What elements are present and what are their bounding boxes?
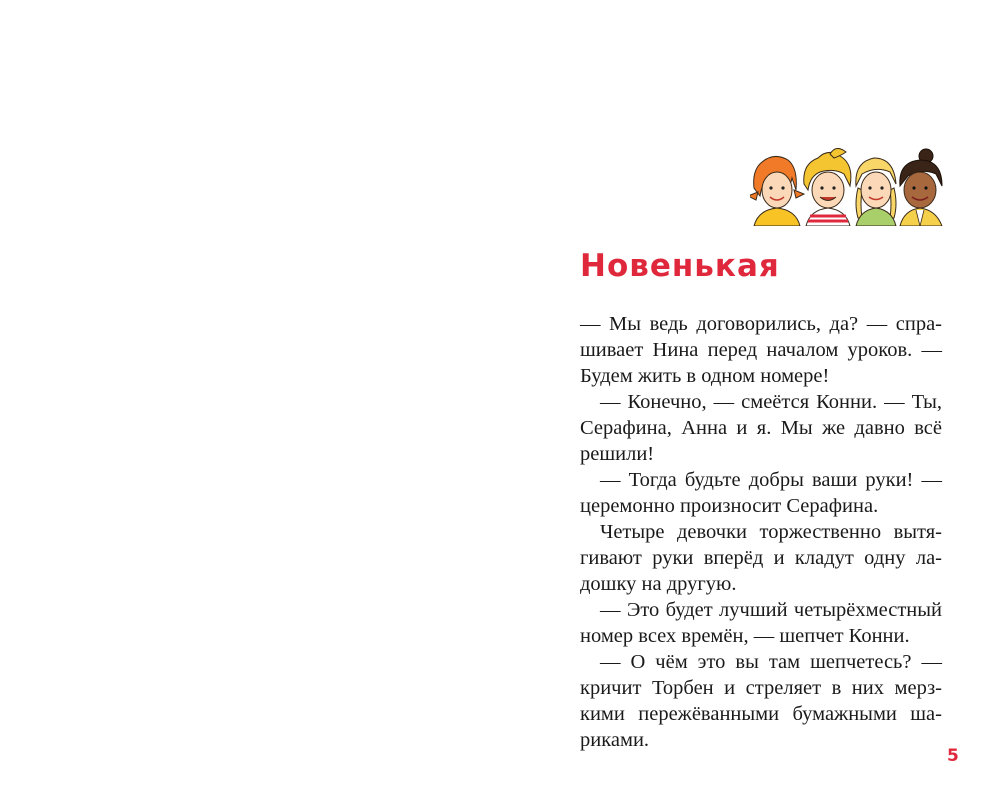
text-line: Будем жить в одном номере! bbox=[580, 365, 830, 387]
text-line: — Мы ведь договорились, да? — спра- bbox=[580, 313, 942, 335]
girl-orange-hair bbox=[750, 156, 804, 226]
text-line: Четыре девочки торжественно вытя- bbox=[600, 521, 942, 543]
text-line: номер всех времён, — шепчет Конни. bbox=[580, 625, 910, 647]
text-line: — Это будет лучший четырёхместный bbox=[600, 599, 942, 621]
chapter-body-text bbox=[580, 311, 942, 753]
text-line: дошку на другую. bbox=[580, 573, 737, 595]
four-girls-illustration bbox=[750, 148, 944, 226]
text-line: шивает Нина перед началом уроков. — bbox=[580, 339, 942, 361]
text-line: кими пережёванными бумажными ша- bbox=[580, 703, 942, 725]
text-line: — Тогда будьте добры ваши руки! — bbox=[600, 469, 942, 491]
girl-dark-hair-bun bbox=[900, 149, 942, 226]
text-line: гивают руки вперёд и кладут одну ла- bbox=[580, 547, 942, 569]
right-page bbox=[500, 0, 1000, 799]
text-line: кричит Торбен и стреляет в них мерз- bbox=[580, 677, 942, 699]
text-line: — Конечно, — смеётся Конни. — Ты, bbox=[600, 391, 942, 413]
text-line: Серафина, Анна и я. Мы же давно всё bbox=[580, 417, 942, 439]
text-line: — О чём это вы там шепчетесь? — bbox=[600, 651, 942, 673]
text-line: риками. bbox=[580, 729, 650, 751]
girl-blonde-braids bbox=[856, 158, 896, 226]
girl-blonde-ponytail bbox=[804, 148, 851, 226]
text-line: церемонно произносит Серафина. bbox=[580, 495, 879, 517]
page-number: 5 bbox=[947, 746, 959, 766]
chapter-title: Новенькая bbox=[580, 248, 780, 284]
text-line: решили! bbox=[580, 443, 655, 465]
